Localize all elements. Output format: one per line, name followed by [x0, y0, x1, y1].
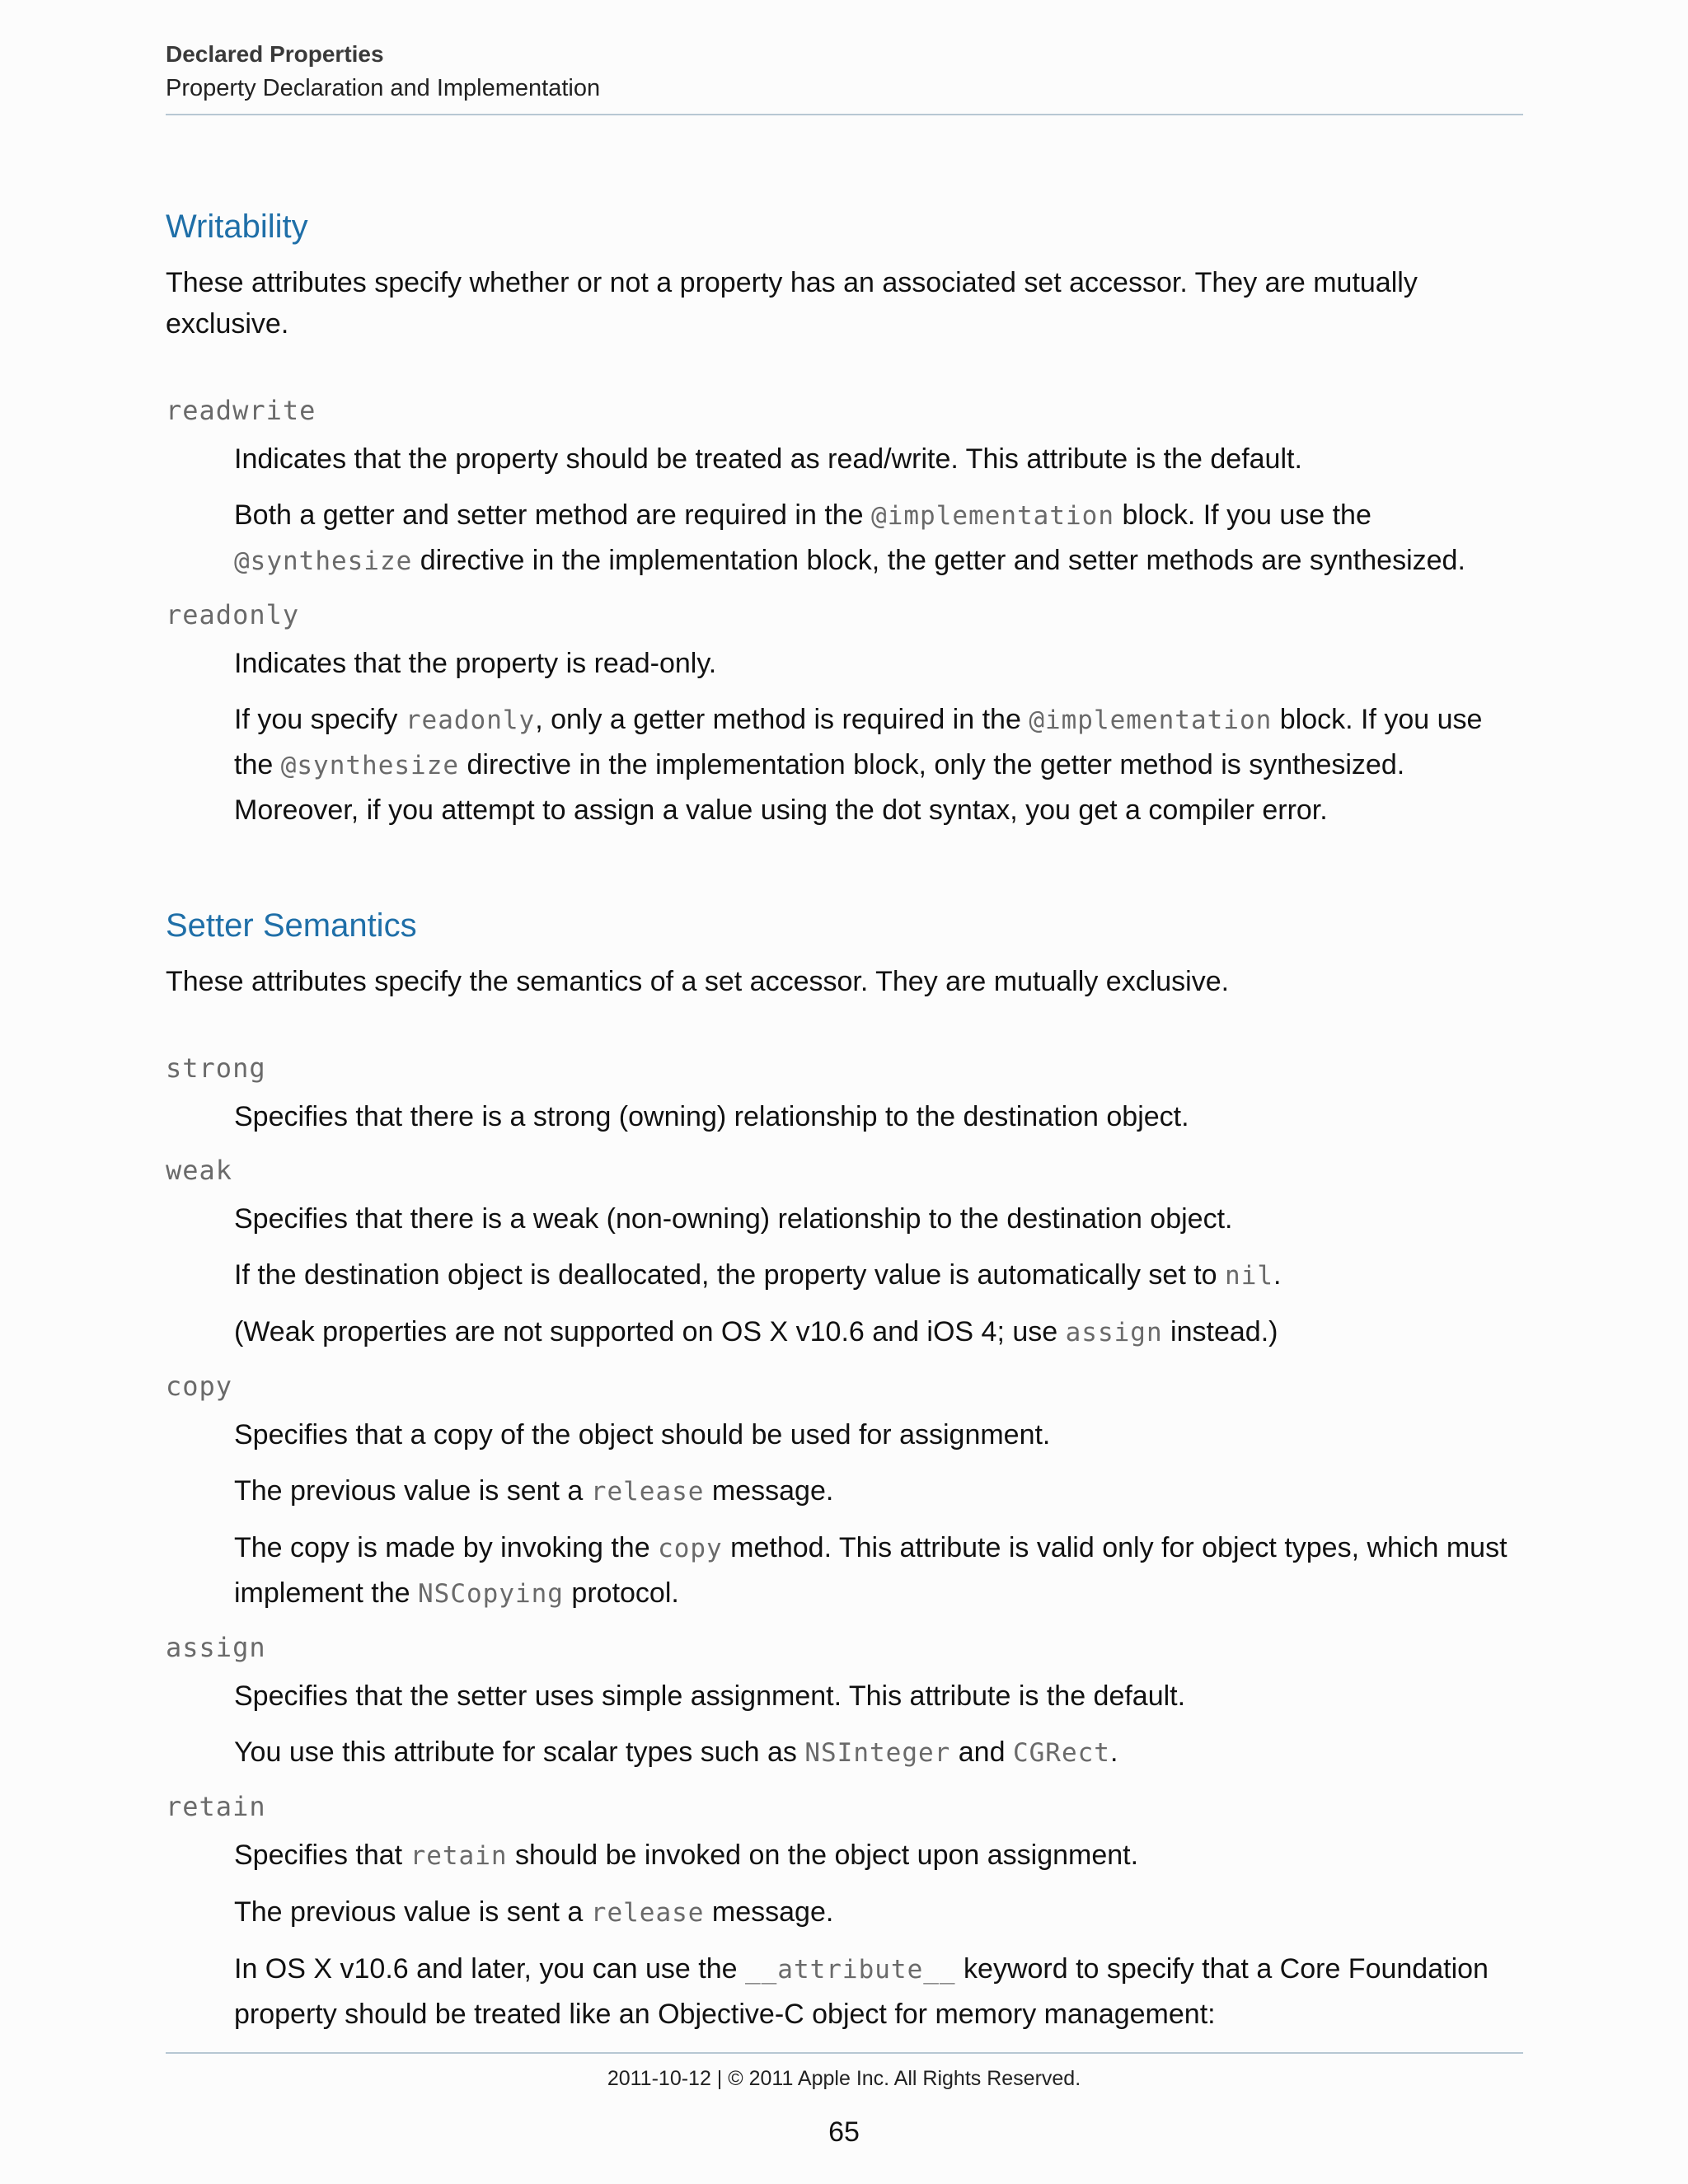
- term-assign: assign: [166, 1632, 266, 1663]
- text-span: If you specify: [234, 704, 406, 735]
- strong-paragraph-1: Specifies that there is a strong (owning) relationship to the destination object.: [234, 1101, 1189, 1132]
- copy-paragraph-1: Specifies that a copy of the object should be used for assignment.: [234, 1419, 1051, 1451]
- inline-code: CGRect: [1012, 1738, 1110, 1768]
- term-copy: copy: [166, 1371, 233, 1402]
- retain-paragraph-2: [234, 1890, 1523, 1935]
- text-span: method. This attribute is valid only for object types, which must implement the: [234, 1532, 1507, 1609]
- copy-paragraph-2: [234, 1469, 1523, 1514]
- retain-paragraph-3: [234, 1947, 1523, 2036]
- text-span: message.: [704, 1475, 834, 1507]
- inline-code: __attribute__: [744, 1955, 956, 1985]
- inline-code: release: [590, 1898, 705, 1928]
- running-header: [166, 38, 1523, 105]
- term-retain: retain: [166, 1791, 266, 1822]
- writability-intro: These attributes specify whether or not a property has an associated set accessor. They are mutually exclusive.: [166, 267, 1418, 340]
- assign-paragraph-2: [234, 1730, 1523, 1775]
- copy-definition: [234, 1413, 1523, 1616]
- term-readonly: readonly: [166, 599, 300, 630]
- text-span: , only a getter method is required in the: [535, 704, 1029, 735]
- text-span: keyword to specify that a Core Foundation property should be treated like an Objective-C object for memory management:: [234, 1953, 1489, 2030]
- text-span: .: [1109, 1736, 1118, 1768]
- inline-code: readonly: [405, 705, 536, 735]
- readonly-definition: [234, 641, 1523, 832]
- page-number: 65: [828, 2116, 860, 2148]
- term-strong: strong: [166, 1052, 266, 1084]
- text-span: should be invoked on the object upon assignment.: [507, 1840, 1139, 1871]
- footer-divider: [166, 2052, 1523, 2054]
- text-span: directive in the implementation block, the getter and setter methods are synthesized.: [412, 545, 1465, 576]
- inline-code: @synthesize: [280, 751, 460, 780]
- weak-definition: [234, 1197, 1523, 1355]
- readonly-paragraph-1: Indicates that the property is read-only.: [234, 648, 717, 679]
- main-content: [166, 198, 1523, 2048]
- text-span: (Weak properties are not supported on OS X v10.6 and iOS 4; use: [234, 1316, 1066, 1347]
- setter-semantics-heading: Setter Semantics: [166, 907, 417, 944]
- text-span: and: [950, 1736, 1013, 1768]
- text-span: .: [1273, 1259, 1282, 1291]
- text-span: instead.): [1162, 1316, 1278, 1347]
- retain-definition: [234, 1833, 1523, 2036]
- text-span: The copy is made by invoking the: [234, 1532, 659, 1563]
- readonly-paragraph-2: [234, 697, 1523, 832]
- text-span: message.: [704, 1896, 834, 1928]
- assign-definition: [234, 1674, 1523, 1775]
- text-span: protocol.: [563, 1577, 679, 1609]
- text-span: block. If you use the: [1114, 499, 1372, 531]
- inline-code: nil: [1225, 1261, 1274, 1291]
- text-span: block. If you use the: [234, 704, 1483, 780]
- inline-code: @implementation: [871, 501, 1115, 531]
- inline-code: @implementation: [1029, 705, 1273, 735]
- text-span: You use this attribute for scalar types such as: [234, 1736, 805, 1768]
- inline-code: NSCopying: [418, 1579, 564, 1609]
- inline-code: assign: [1065, 1318, 1163, 1347]
- setter-semantics-intro: These attributes specify the semantics of a set accessor. They are mutually exclusive.: [166, 966, 1230, 997]
- text-span: directive in the implementation block, only the getter method is synthesized. Moreover, if you attempt to assign a value using the dot syntax, you get a compiler error.: [234, 749, 1405, 826]
- text-span: If the destination object is deallocated, the property value is automatically set to: [234, 1259, 1226, 1291]
- assign-paragraph-1: Specifies that the setter uses simple assignment. This attribute is the default.: [234, 1680, 1186, 1712]
- inline-code: retain: [410, 1841, 508, 1871]
- text-span: Both a getter and setter method are required in the: [234, 499, 872, 531]
- weak-paragraph-2: [234, 1253, 1523, 1298]
- readwrite-paragraph-2: [234, 493, 1523, 583]
- text-span: Specifies that: [234, 1840, 410, 1871]
- text-span: In OS X v10.6 and later, you can use the: [234, 1953, 745, 1985]
- section-spacer: [166, 844, 1523, 897]
- retain-paragraph-1: [234, 1833, 1523, 1878]
- inline-code: NSInteger: [804, 1738, 951, 1768]
- inline-code: @synthesize: [234, 546, 413, 576]
- copy-paragraph-3: [234, 1526, 1523, 1616]
- readwrite-paragraph-1: Indicates that the property should be treated as read/write. This attribute is the default.: [234, 443, 1302, 475]
- readwrite-definition: [234, 437, 1523, 583]
- weak-paragraph-1: Specifies that there is a weak (non-owning) relationship to the destination object.: [234, 1203, 1233, 1235]
- inline-code: copy: [658, 1534, 723, 1563]
- header-divider: [166, 114, 1523, 115]
- text-span: The previous value is sent a: [234, 1475, 591, 1507]
- section-title: Property Declaration and Implementation: [166, 75, 601, 101]
- weak-paragraph-3: [234, 1310, 1523, 1355]
- term-weak: weak: [166, 1155, 233, 1186]
- term-readwrite: readwrite: [166, 395, 316, 426]
- chapter-title: Declared Properties: [166, 41, 384, 67]
- inline-code: release: [590, 1477, 705, 1507]
- writability-heading: Writability: [166, 209, 308, 245]
- strong-definition: [234, 1094, 1523, 1139]
- footer-copyright: 2011-10-12 | © 2011 Apple Inc. All Rights Reserved.: [607, 2067, 1081, 2090]
- text-span: The previous value is sent a: [234, 1896, 591, 1928]
